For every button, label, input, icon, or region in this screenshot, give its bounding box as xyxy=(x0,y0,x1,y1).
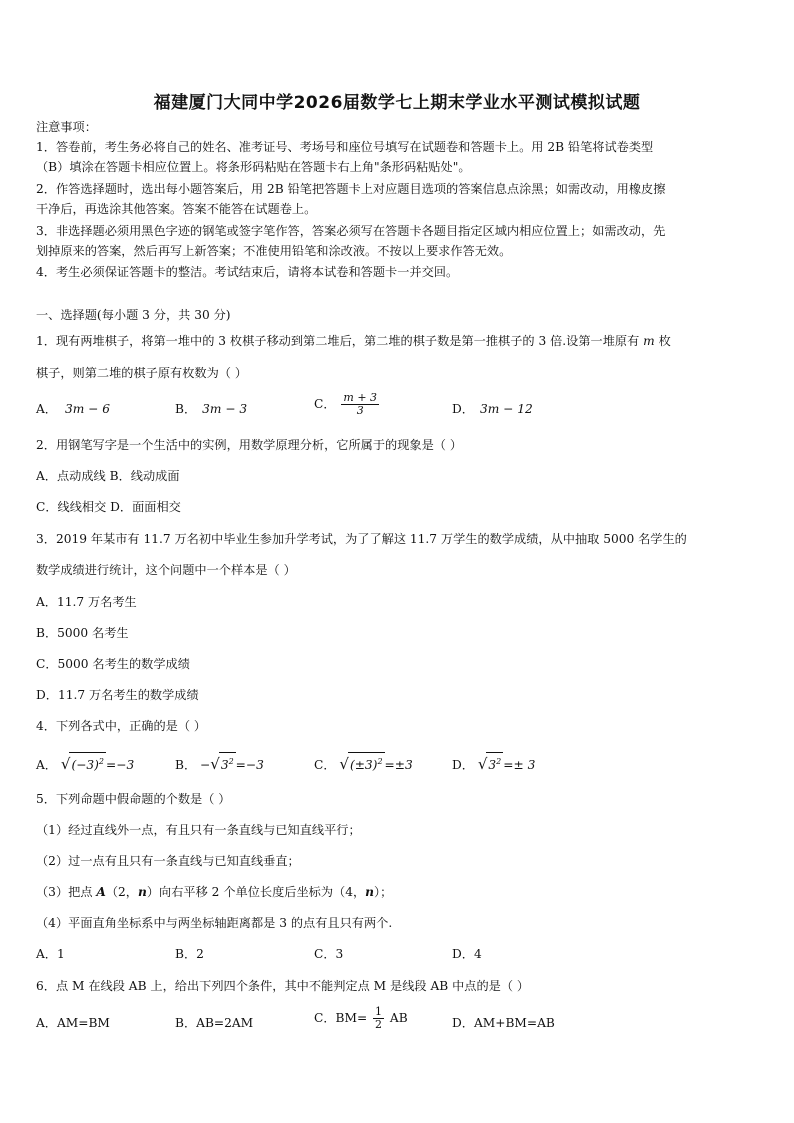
question-2-stem: 2．用钢笔写字是一个生活中的实例，用数学原理分析，它所属于的现象是（ ） xyxy=(36,438,463,452)
question-4-stem: 4．下列各式中，正确的是（ ） xyxy=(36,719,207,733)
fraction: $\frac{1}{2}$ xyxy=(375,1005,383,1031)
question-3-line1: 3．2019 年某市有 11.7 万名初中毕业生参加升学考试，为了了解这 11.7 万学生的数学成绩，从中抽取 5000 名学生的 xyxy=(36,532,687,546)
q6-option-b[interactable]: B．AB=2AM xyxy=(175,1016,254,1030)
q4-option-a[interactable]: A． $√(-3)^2 =-3$ xyxy=(36,752,134,774)
question-1-line1: 1．现有两堆棋子，将第一堆中的 3 枚棋子移动到第二堆后，第二堆的棋子数是第一推棋子的 3 倍.设第一堆原有 m 枚 xyxy=(36,334,671,348)
q3-option-c[interactable]: C．5000 名考生的数学成绩 xyxy=(36,657,190,671)
exam-title: 福建厦门大同中学2026届数学七上期末学业水平测试模拟试题 xyxy=(153,93,641,113)
notice-line: 4．考生必须保证答题卡的整洁。考试结束后，请将本试卷和答题卡一并交回。 xyxy=(36,265,459,279)
q3-option-b[interactable]: B．5000 名考生 xyxy=(36,626,129,640)
q6-option-d[interactable]: D．AM+BM=AB xyxy=(452,1016,555,1030)
q6-option-a[interactable]: A．AM=BM xyxy=(36,1016,110,1030)
q5-statement-2: （2）过一点有且只有一条直线与已知直线垂直； xyxy=(36,854,300,868)
q3-option-a[interactable]: A．11.7 万名考生 xyxy=(36,595,137,609)
q1-option-c[interactable]: C． $\frac{m + 3}{3}$ xyxy=(314,391,378,417)
radical-sign: √ xyxy=(339,755,349,774)
question-6-stem: 6．点 M 在线段 AB 上，给出下列四个条件，其中不能判定点 M 是线段 AB 中点的是（ ） xyxy=(36,979,530,993)
q3-option-d[interactable]: D．11.7 万名考生的数学成绩 xyxy=(36,688,199,702)
notice-line: 3．非选择题必须用黑色字迹的钢笔或签字笔作答，答案必须写在答题卡各题目指定区域内相应位置上；如需改动，先 xyxy=(36,224,666,238)
q5-option-b[interactable]: B．2 xyxy=(175,947,204,961)
q4-option-b[interactable]: B． $-√3^2 =-3$ xyxy=(175,752,264,774)
question-3-line2: 数学成绩进行统计，这个问题中一个样本是（ ） xyxy=(36,563,296,577)
q2-options-row1[interactable]: A．点动成线 B．线动成面 xyxy=(36,469,180,483)
q1-option-a[interactable]: A． 3m − 6 xyxy=(36,402,111,416)
radical-sign: √ xyxy=(60,755,71,774)
notice-line: 1．答卷前，考生务必将自己的姓名、准考证号、考场号和座位号填写在试题卷和答题卡上。用 2B 铅笔将试卷类型 xyxy=(36,140,654,154)
radical-sign: √ xyxy=(210,755,220,774)
q5-statement-1: （1）经过直线外一点，有且只有一条直线与已知直线平行； xyxy=(36,823,361,837)
q1-option-b[interactable]: B． 3m − 3 xyxy=(175,402,248,416)
radical-sign: √ xyxy=(477,755,488,774)
q5-option-d[interactable]: D．4 xyxy=(452,947,482,961)
q5-option-a[interactable]: A．1 xyxy=(36,947,65,961)
q5-statement-4: （4）平面直角坐标系中与两坐标轴距离都是 3 的点有且只有两个. xyxy=(36,916,393,930)
q4-option-c[interactable]: C． $√(\pm 3)^2 =\pm 3$ xyxy=(314,752,413,774)
q6-option-c[interactable]: C．BM= $\frac{1}{2}$ AB xyxy=(314,1005,408,1031)
question-5-stem: 5．下列命题中假命题的个数是（ ） xyxy=(36,792,231,806)
q2-options-row2[interactable]: C．线线相交 D．面面相交 xyxy=(36,500,181,514)
notice-line: 划掉原来的答案，然后再写上新答案；不准使用铅笔和涂改液。不按以上要求作答无效。 xyxy=(36,244,512,258)
q4-option-d[interactable]: D． $√3^2 =\pm 3$ xyxy=(452,752,535,774)
notice-heading: 注意事项： xyxy=(36,120,97,134)
notice-line: 干净后，再选涂其他答案。答案不能答在试题卷上。 xyxy=(36,202,317,216)
variable-m: m xyxy=(643,334,655,348)
question-1-line2: 棋子，则第二堆的棋子原有枚数为（ ） xyxy=(36,366,248,380)
q5-option-c[interactable]: C．3 xyxy=(314,947,344,961)
section-heading: 一、选择题(每小题 3 分，共 30 分) xyxy=(36,308,231,322)
notice-line: （B）填涂在答题卡相应位置上。将条形码粘贴在答题卡右上角"条形码粘贴处"。 xyxy=(36,160,471,174)
notice-line: 2．作答选择题时，选出每小题答案后，用 2B 铅笔把答题卡上对应题目选项的答案信息点涂黑；如需改动，用橡皮擦 xyxy=(36,182,666,196)
q5-statement-3: （3）把点 A（2，n）向右平移 2 个单位长度后坐标为（4，n）； xyxy=(36,885,393,899)
fraction: $\frac{m + 3}{3}$ xyxy=(343,391,378,417)
q1-option-d[interactable]: D． 3m − 12 xyxy=(452,402,533,416)
